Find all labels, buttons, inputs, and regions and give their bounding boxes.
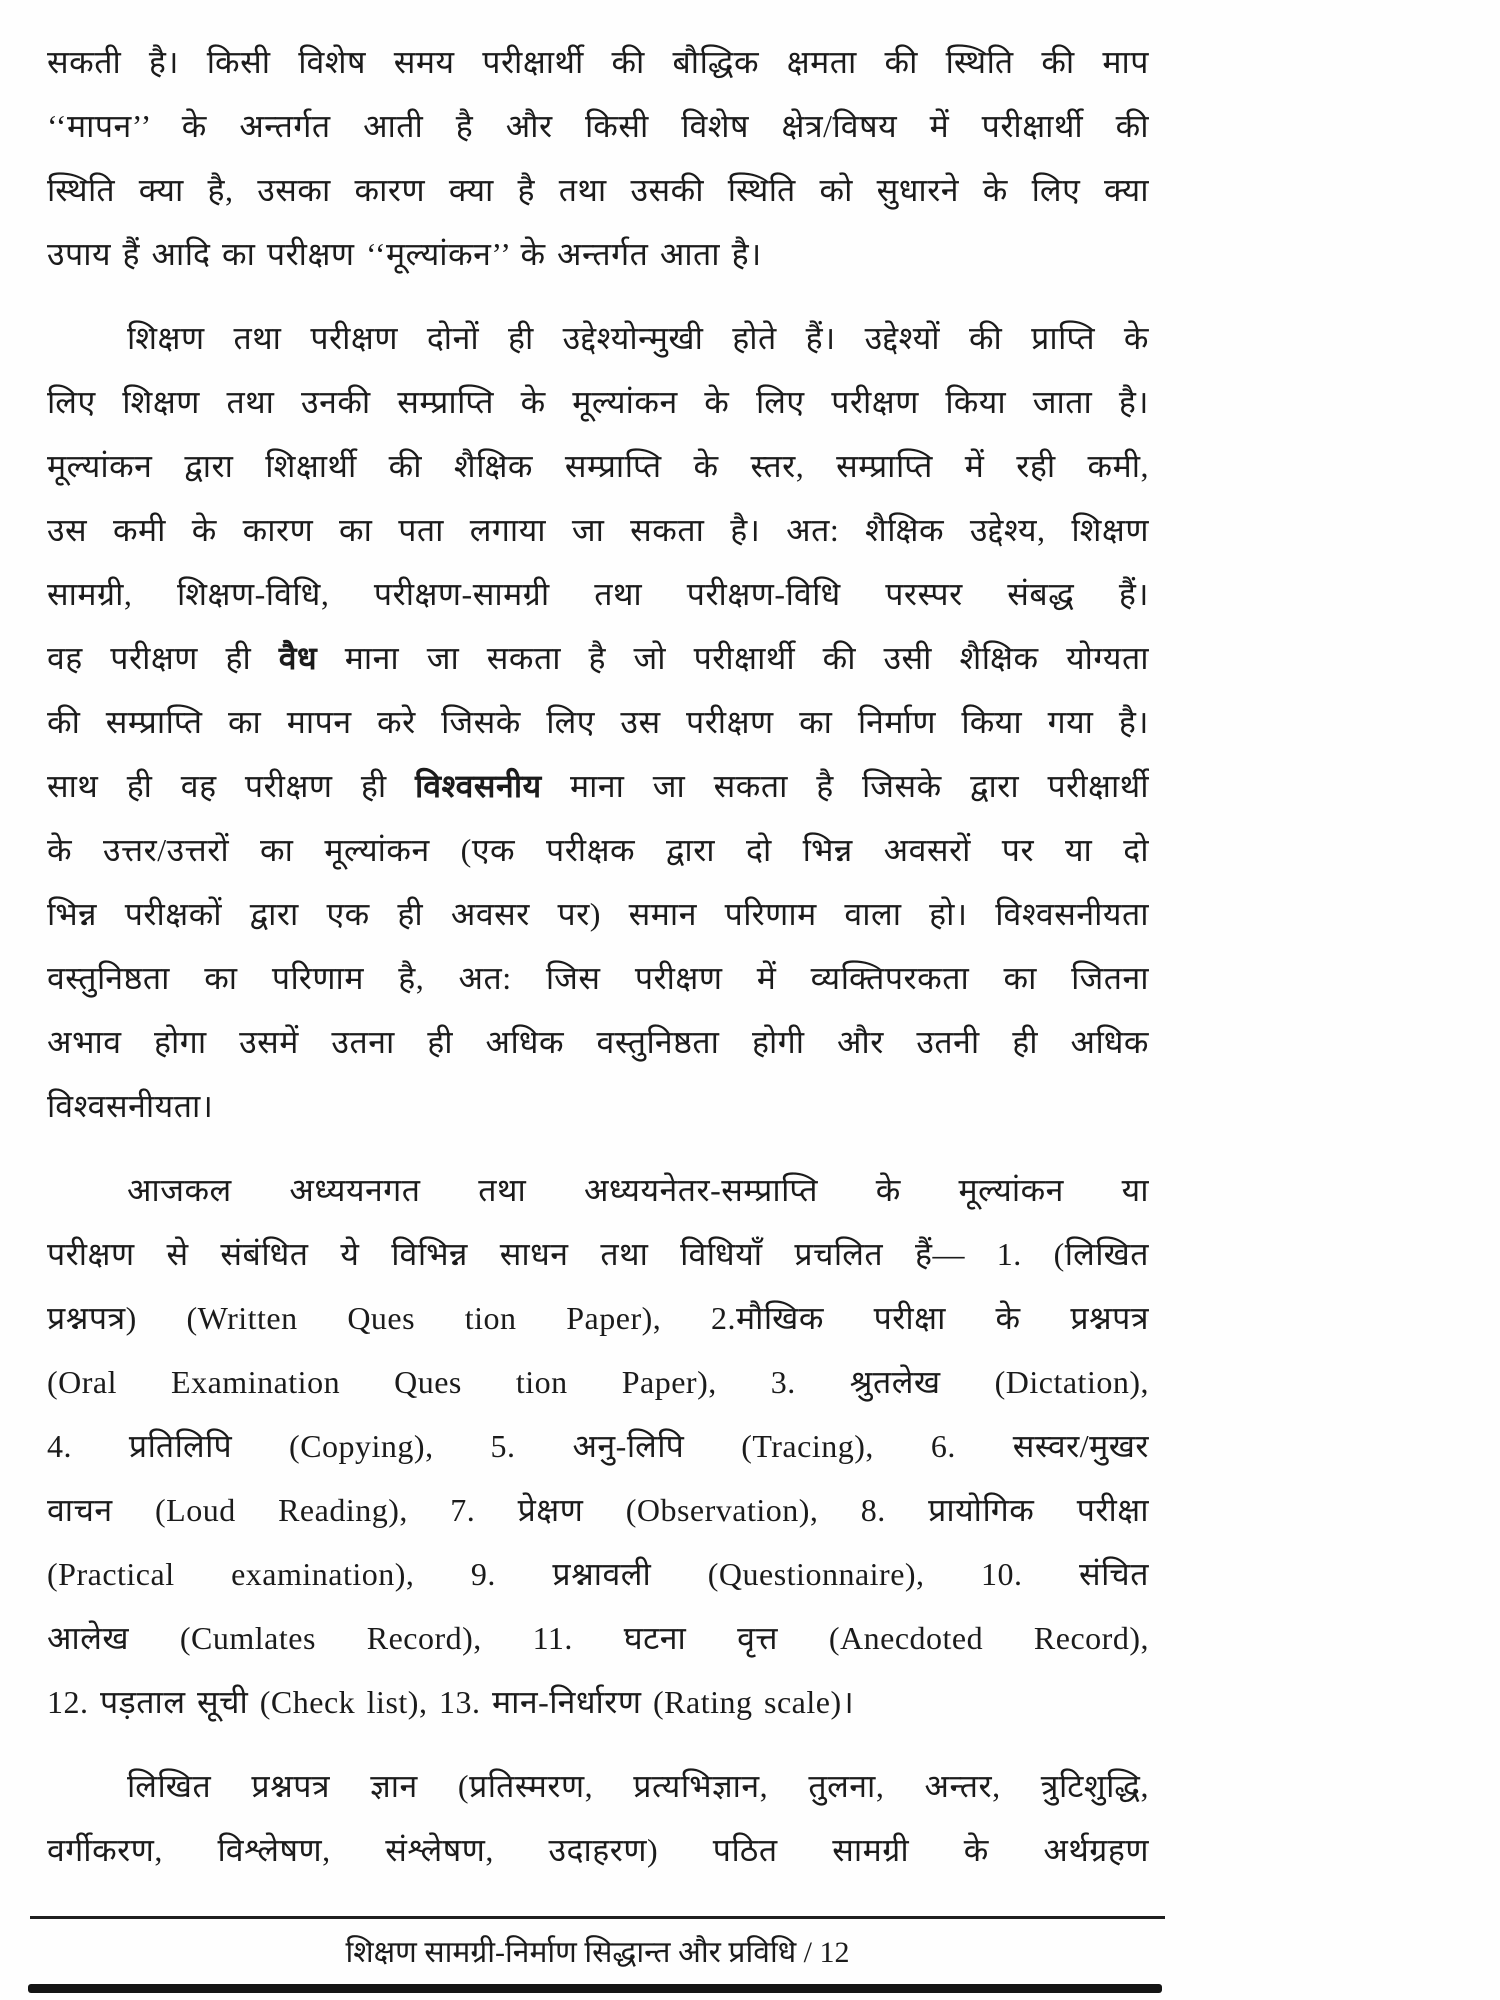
text-segment: साथ ही वह परीक्षण ही bbox=[47, 768, 415, 804]
footer-running-title: शिक्षण सामग्री-निर्माण सिद्धान्त और प्रविधि / 12 bbox=[345, 1936, 850, 1969]
text-segment: स्थिति क्या है, उसका कारण क्या है तथा उसकी स्थिति को सुधारने के लिए क्या bbox=[47, 172, 1149, 208]
text-segment: वर्गीकरण, विश्लेषण, संश्लेषण, उदाहरण) पठित सामग्री के अर्थग्रहण bbox=[47, 1832, 1149, 1868]
text-segment: भिन्न परीक्षकों द्वारा एक ही अवसर पर) समान परिणाम वाला हो। विश्वसनीयता bbox=[47, 896, 1149, 932]
text-segment: लिए शिक्षण तथा उनकी सम्प्राप्ति के मूल्यांकन के लिए परीक्षण किया जाता है। bbox=[47, 384, 1149, 420]
text-line bbox=[47, 158, 1149, 222]
text-line bbox=[47, 1754, 1149, 1818]
text-line bbox=[47, 306, 1149, 370]
text-segment: लिखित प्रश्नपत्र ज्ञान (प्रतिस्मरण, प्रत्यभिज्ञान, तुलना, अन्तर, त्रुटिशुद्धि, bbox=[127, 1768, 1149, 1804]
paragraph bbox=[47, 306, 1149, 1138]
text-segment: आजकल अध्ययनगत तथा अध्ययनेतर-सम्प्राप्ति के मूल्यांकन या bbox=[127, 1172, 1149, 1208]
text-line bbox=[47, 1818, 1149, 1882]
text-line bbox=[47, 222, 1149, 286]
text-segment: वाचन (Loud Reading), 7. प्रेक्षण (Observation), 8. प्रायोगिक परीक्षा bbox=[47, 1492, 1149, 1528]
text-segment: विश्वसनीयता। bbox=[47, 1088, 214, 1124]
text-line bbox=[47, 754, 1149, 818]
text-line bbox=[47, 1286, 1149, 1350]
text-segment: 4. प्रतिलिपि (Copying), 5. अनु-लिपि (Tracing), 6. सस्वर/मुखर bbox=[47, 1428, 1149, 1464]
text-segment: प्रश्नपत्र) (Written Ques tion Paper), 2.मौखिक परीक्षा के प्रश्नपत्र bbox=[47, 1300, 1149, 1336]
text-segment: की सम्प्राप्ति का मापन करे जिसके लिए उस परीक्षण का निर्माण किया गया है। bbox=[47, 704, 1149, 740]
text-line bbox=[47, 1670, 1149, 1734]
text-segment: सकती है। किसी विशेष समय परीक्षार्थी की बौद्धिक क्षमता की स्थिति की माप bbox=[47, 44, 1149, 80]
bold-term: वैध bbox=[278, 640, 318, 676]
text-line bbox=[47, 1414, 1149, 1478]
text-line bbox=[47, 1010, 1149, 1074]
text-line bbox=[47, 94, 1149, 158]
text-line bbox=[47, 498, 1149, 562]
text-segment: ‘‘मापन’’ के अन्तर्गत आती है और किसी विशेष क्षेत्र/विषय में परीक्षार्थी की bbox=[47, 108, 1149, 144]
text-line bbox=[47, 1478, 1149, 1542]
text-segment: माना जा सकता है जिसके द्वारा परीक्षार्थी bbox=[541, 768, 1149, 804]
text-line bbox=[47, 1350, 1149, 1414]
text-segment: माना जा सकता है जो परीक्षार्थी की उसी शैक्षिक योग्यता bbox=[317, 640, 1149, 676]
text-segment: (Oral Examination Ques tion Paper), 3. श्रुतलेख (Dictation), bbox=[47, 1364, 1149, 1400]
text-line bbox=[47, 434, 1149, 498]
text-line bbox=[47, 1222, 1149, 1286]
text-segment: सामग्री, शिक्षण-विधि, परीक्षण-सामग्री तथा परीक्षण-विधि परस्पर संबद्ध हैं। bbox=[47, 576, 1149, 612]
text-line bbox=[47, 1606, 1149, 1670]
text-line bbox=[47, 562, 1149, 626]
text-segment: अभाव होगा उसमें उतना ही अधिक वस्तुनिष्ठता होगी और उतनी ही अधिक bbox=[47, 1024, 1149, 1060]
paragraph bbox=[47, 30, 1149, 286]
text-segment: के उत्तर/उत्तरों का मूल्यांकन (एक परीक्षक द्वारा दो भिन्न अवसरों पर या दो bbox=[47, 832, 1149, 868]
paragraph bbox=[47, 1754, 1149, 1882]
page-scan-edge bbox=[28, 1984, 1162, 1993]
text-segment: आलेख (Cumlates Record), 11. घटना वृत्त (Anecdoted Record), bbox=[47, 1620, 1149, 1656]
paragraph bbox=[47, 1158, 1149, 1734]
text-line bbox=[47, 882, 1149, 946]
text-line bbox=[47, 818, 1149, 882]
footer-divider bbox=[30, 1916, 1165, 1919]
text-segment: परीक्षण से संबंधित ये विभिन्न साधन तथा विधियाँ प्रचलित हैं— 1. (लिखित bbox=[47, 1236, 1149, 1272]
text-segment: उपाय हैं आदि का परीक्षण ‘‘मूल्यांकन’’ के अन्तर्गत आता है। bbox=[47, 236, 762, 272]
text-segment: (Practical examination), 9. प्रश्नावली (Questionnaire), 10. संचित bbox=[47, 1556, 1149, 1592]
text-line bbox=[47, 626, 1149, 690]
text-line bbox=[47, 370, 1149, 434]
text-segment: 12. पड़ताल सूची (Check list), 13. मान-निर्धारण (Rating scale)। bbox=[47, 1684, 855, 1720]
text-segment: वह परीक्षण ही bbox=[47, 640, 279, 676]
text-line bbox=[47, 30, 1149, 94]
text-block bbox=[47, 30, 1149, 1882]
text-line bbox=[47, 1074, 1149, 1138]
text-segment: शिक्षण तथा परीक्षण दोनों ही उद्देश्योन्मुखी होते हैं। उद्देश्यों की प्राप्ति के bbox=[127, 320, 1149, 356]
text-line bbox=[47, 946, 1149, 1010]
text-segment: उस कमी के कारण का पता लगाया जा सकता है। अत: शैक्षिक उद्देश्य, शिक्षण bbox=[47, 512, 1149, 548]
text-line bbox=[47, 690, 1149, 754]
bold-term: विश्वसनीय bbox=[414, 768, 542, 804]
text-segment: मूल्यांकन द्वारा शिक्षार्थी की शैक्षिक सम्प्राप्ति के स्तर, सम्प्राप्ति में रही कमी, bbox=[47, 448, 1149, 484]
text-line bbox=[47, 1542, 1149, 1606]
text-line bbox=[47, 1158, 1149, 1222]
text-segment: वस्तुनिष्ठता का परिणाम है, अत: जिस परीक्षण में व्यक्तिपरकता का जितना bbox=[47, 960, 1149, 996]
